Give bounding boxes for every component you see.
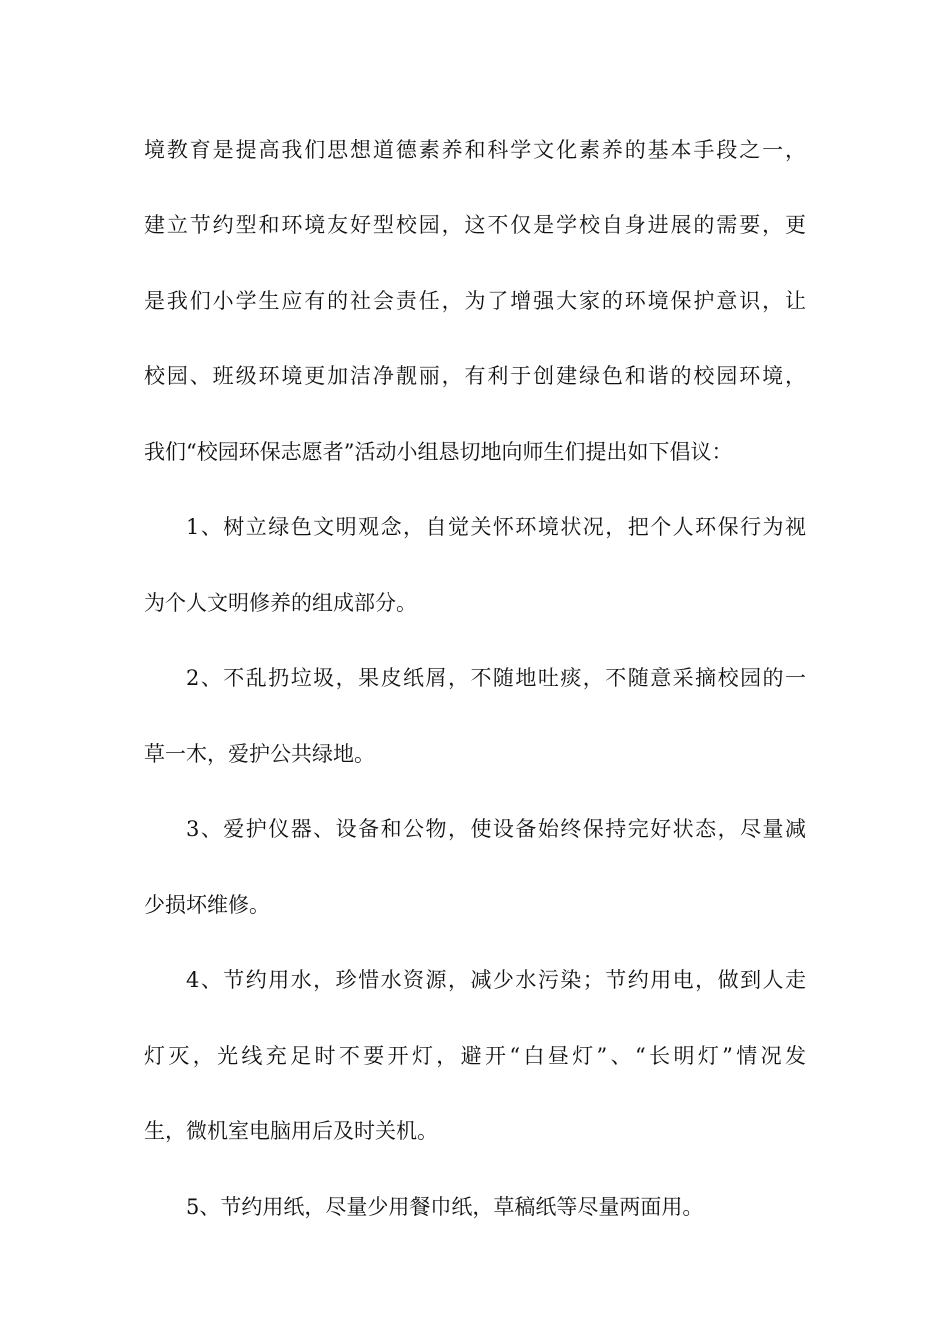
list-item-5-line: 5、节约用纸，尽量少用餐巾纸，草稿纸等尽量两面用。 [186,1195,704,1219]
list-item-2-line: 2、不乱扔垃圾，果皮纸屑，不随地吐痰，不随意采摘校园的一 [186,666,806,690]
text-line: 建立节约型和环境友好型校园，这不仅是学校自身进展的需要，更 [144,213,806,237]
text-line: 境教育是提高我们思想道德素养和科学文化素养的基本手段之一， [144,138,806,162]
list-item-4-line: 4、节约用水，珍惜水资源，减少水污染；节约用电，做到人走 [186,968,806,992]
list-item-3-line: 3、爱护仪器、设备和公物，使设备始终保持完好状态，尽量减 [186,817,806,841]
list-item-4-line: 生，微机室电脑用后及时关机。 [144,1119,438,1143]
list-item-1-line: 为个人文明修养的组成部分。 [144,591,417,615]
text-line: 是我们小学生应有的社会责任，为了增强大家的环境保护意识，让 [144,289,806,313]
list-item-2-line: 草一木，爱护公共绿地。 [144,742,375,766]
list-item-3-line: 少损坏维修。 [144,893,270,917]
text-line: 校园、班级环境更加洁净靓丽，有利于创建绿色和谐的校园环境， [144,364,806,388]
text-line: 我们“校园环保志愿者”活动小组恳切地向师生们提出如下倡议： [144,440,733,464]
list-item-1-line: 1、树立绿色文明观念，自觉关怀环境状况，把个人环保行为视 [186,515,806,539]
list-item-4-line: 灯灭，光线充足时不要开灯，避开“白昼灯”、“长明灯”情况发 [144,1044,806,1068]
